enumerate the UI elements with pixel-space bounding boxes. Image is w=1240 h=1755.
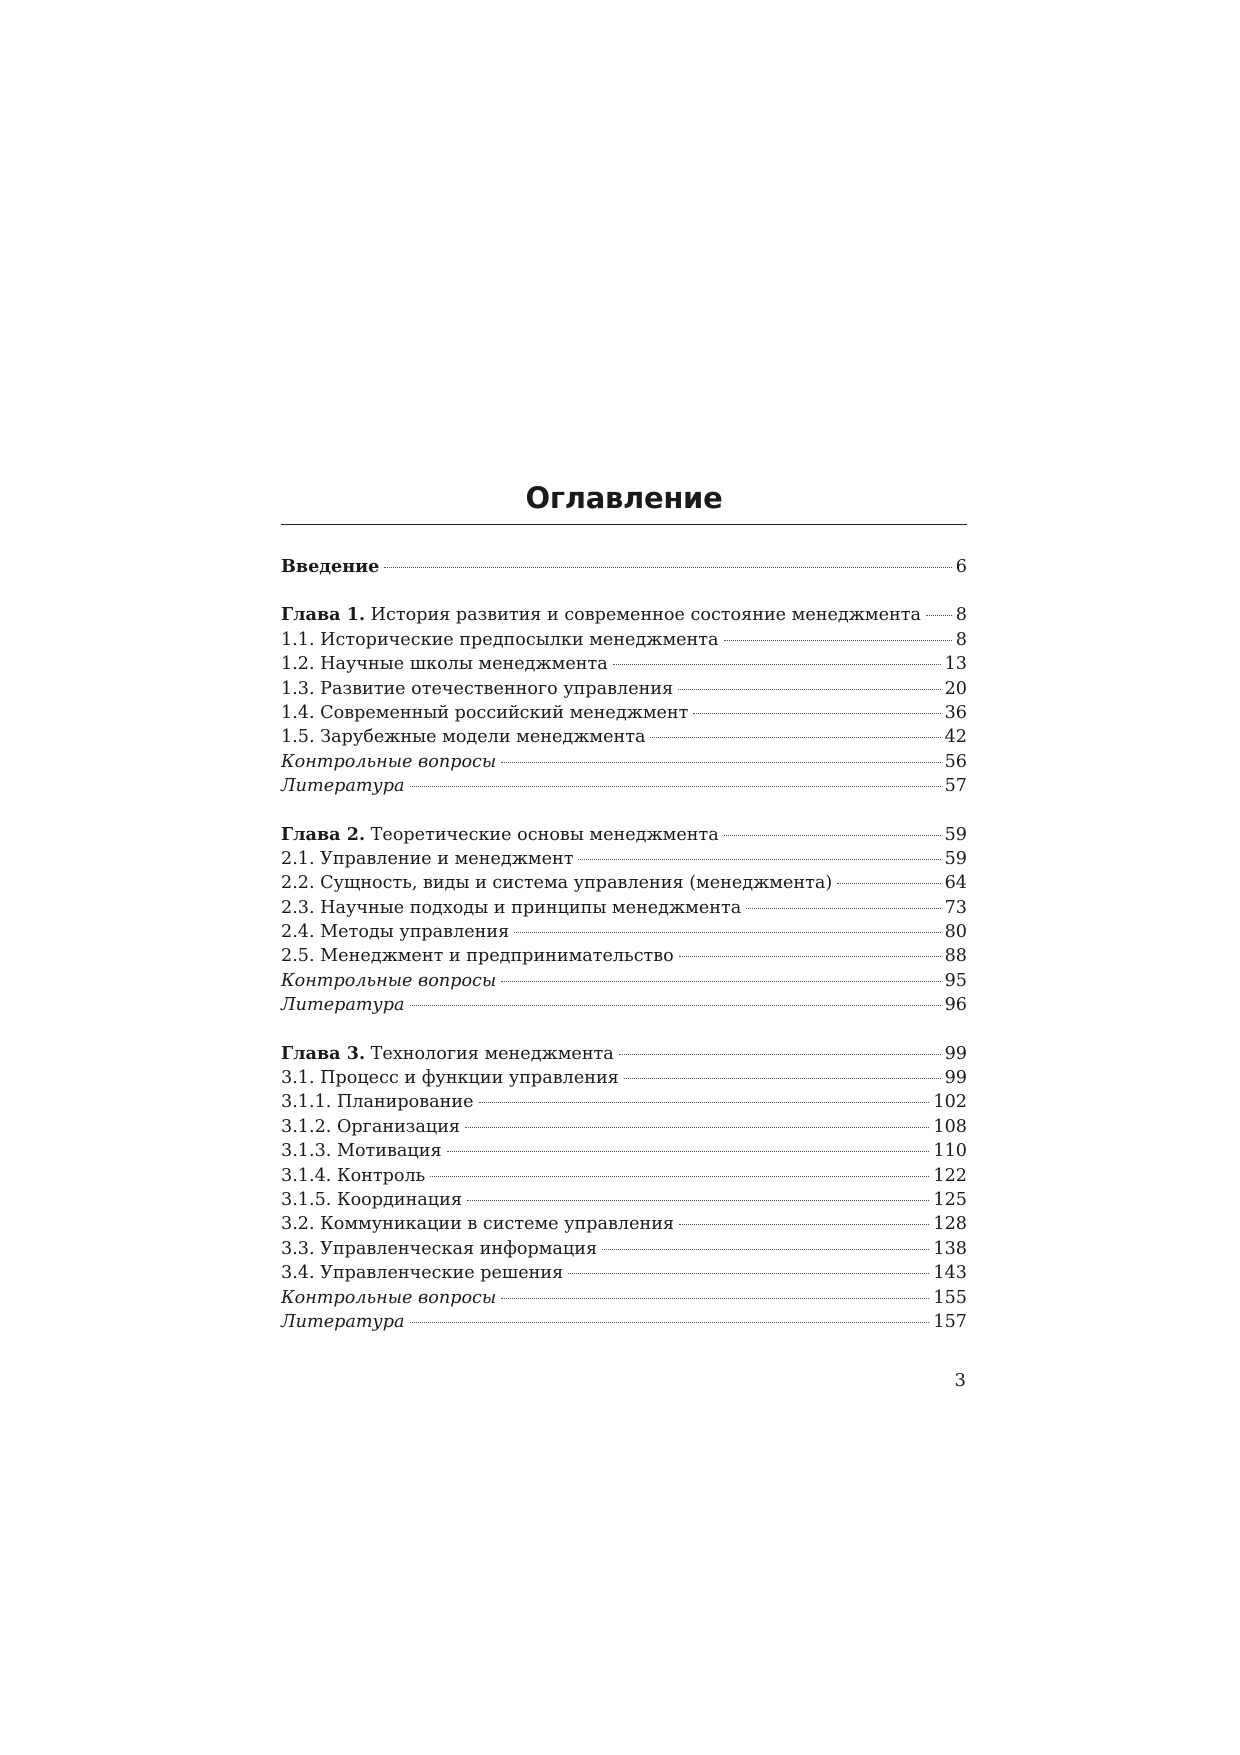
toc-entry-page: 42: [944, 727, 967, 748]
toc-entry-text: 1.1. Исторические предпосылки менеджмента: [281, 629, 719, 650]
toc-entry-text: Контрольные вопросы: [281, 751, 497, 772]
toc-entry[interactable]: [281, 1212, 967, 1236]
toc-entry-page: 8: [955, 629, 967, 650]
toc-entry-page: 13: [944, 654, 967, 675]
toc-entry-page: 102: [933, 1092, 967, 1113]
toc-entry-text: Литература: [281, 995, 405, 1016]
toc-entry-page: 122: [933, 1165, 967, 1186]
dot-leader: [479, 1101, 930, 1103]
toc-entry[interactable]: [281, 871, 967, 895]
toc-entry-title: [281, 1164, 425, 1188]
toc-entry-text: 2.1. Управление и менеджмент: [281, 848, 574, 869]
dot-leader: [624, 1077, 941, 1079]
toc-entry-page: 80: [944, 922, 967, 943]
toc-entry[interactable]: [281, 1286, 967, 1310]
dot-leader: [578, 858, 940, 860]
toc-entry-prefix: Введение: [281, 556, 380, 577]
toc-entry-title: [281, 920, 509, 944]
toc-entry-title: [281, 1090, 474, 1114]
dot-leader: [602, 1248, 929, 1250]
toc-entry-text: 3.1.2. Организация: [281, 1116, 461, 1137]
toc-entry-text: Контрольные вопросы: [281, 1287, 497, 1308]
dot-leader: [514, 931, 940, 933]
dot-leader: [926, 614, 952, 616]
toc-entry[interactable]: [281, 823, 967, 847]
toc-entry-text: История развития и современное состояние менеджмента: [365, 605, 921, 626]
dot-leader: [501, 1297, 929, 1299]
toc-entry-prefix: Глава 1.: [281, 604, 366, 626]
toc-entry-text: Литература: [281, 776, 405, 797]
dot-leader: [679, 1223, 929, 1225]
toc-entry-page: 59: [944, 824, 967, 845]
toc-entry-text: 3.3. Управленческая информация: [281, 1238, 598, 1259]
toc-entry-page: 108: [933, 1116, 967, 1137]
toc-group: [281, 603, 967, 798]
toc-entry[interactable]: [281, 1261, 967, 1285]
toc-entry-title: [281, 969, 496, 993]
toc-entry-title: [281, 1310, 405, 1334]
toc-entry-text: Технология менеджмента: [365, 1043, 614, 1064]
toc-entry-prefix: Глава 2.: [281, 823, 366, 845]
toc-entry-title: [281, 1286, 496, 1310]
toc-entry[interactable]: [281, 652, 967, 676]
toc-entry[interactable]: [281, 603, 967, 627]
dot-leader: [384, 566, 951, 568]
toc-entry-title: [281, 896, 741, 920]
toc-entry-title: [281, 652, 608, 676]
toc-entry-title: [281, 774, 405, 798]
toc-entry-page: 88: [944, 946, 967, 967]
dot-leader: [447, 1150, 930, 1152]
page-content: [281, 478, 967, 1358]
toc-entry[interactable]: [281, 993, 967, 1017]
toc-entry-title: [281, 1115, 460, 1139]
toc-entry-title: [281, 1212, 674, 1236]
toc-entry-page: 125: [933, 1189, 967, 1210]
toc-entry-page: 8: [955, 605, 967, 626]
toc-entry-text: 1.5. Зарубежные модели менеджмента: [281, 727, 646, 748]
toc-entry-text: 3.1.5. Координация: [281, 1189, 462, 1210]
toc-entry-page: 128: [933, 1214, 967, 1235]
dot-leader: [410, 1321, 930, 1323]
toc-entry-page: 20: [944, 678, 967, 699]
toc-entry-title: [281, 725, 645, 749]
toc-entry[interactable]: [281, 1090, 967, 1114]
toc-group: [281, 823, 967, 1018]
toc-entry-page: 99: [944, 1068, 967, 1089]
dot-leader: [693, 712, 940, 714]
toc-entry-title: [281, 847, 573, 871]
toc-entry-title: [281, 823, 719, 847]
dot-leader: [613, 663, 941, 665]
toc-entry-page: 138: [933, 1238, 967, 1259]
toc-entry[interactable]: [281, 1188, 967, 1212]
dot-leader: [465, 1126, 929, 1128]
toc-entry[interactable]: [281, 1042, 967, 1066]
toc-entry[interactable]: [281, 944, 967, 968]
toc-entry-text: 3.2. Коммуникации в системе управления: [281, 1214, 675, 1235]
toc-entry-title: [281, 1139, 442, 1163]
toc-entry-title: [281, 1237, 597, 1261]
toc-entry-page: 59: [944, 848, 967, 869]
toc-entry-text: 2.5. Менеджмент и предпринимательство: [281, 946, 674, 967]
dot-leader: [746, 907, 940, 909]
page-number: 3: [954, 1370, 966, 1391]
toc-entry-text: 3.4. Управленческие решения: [281, 1263, 564, 1284]
toc-entry-page: 6: [955, 557, 967, 577]
toc-entry[interactable]: [281, 1237, 967, 1261]
toc-entry-page: 157: [933, 1311, 967, 1332]
dot-leader: [410, 785, 941, 787]
toc-entry-title: [281, 628, 719, 652]
toc-entry-title: [281, 1188, 462, 1212]
dot-leader: [650, 736, 940, 738]
dot-leader: [467, 1199, 929, 1201]
toc-entry[interactable]: [281, 677, 967, 701]
toc-entry-text: 2.2. Сущность, виды и система управления (менеджмента): [281, 873, 833, 894]
toc-entry-text: 2.3. Научные подходы и принципы менеджмента: [281, 897, 742, 918]
toc-entry-page: 155: [933, 1287, 967, 1308]
toc-entry[interactable]: [281, 555, 967, 579]
dot-leader: [501, 980, 940, 982]
toc-entry-text: Контрольные вопросы: [281, 970, 497, 991]
page-title: Оглавление: [525, 481, 723, 515]
toc-entry-title: [281, 871, 832, 895]
toc-entry[interactable]: [281, 969, 967, 993]
toc-entry-title: [281, 603, 921, 627]
title-divider: [281, 524, 967, 525]
dot-leader: [724, 639, 952, 641]
toc-entry-text: 3.1.3. Мотивация: [281, 1141, 442, 1162]
toc-entry-page: 96: [944, 995, 967, 1016]
dot-leader: [430, 1175, 929, 1177]
toc-entry[interactable]: [281, 920, 967, 944]
toc-entry-title: [281, 1066, 619, 1090]
toc-entry-title: [281, 993, 405, 1017]
dot-leader: [501, 761, 940, 763]
toc-entry-page: 36: [944, 702, 967, 723]
toc-entry[interactable]: [281, 896, 967, 920]
toc-entry-text: 3.1. Процесс и функции управления: [281, 1068, 619, 1089]
toc-entry-text: 2.4. Методы управления: [281, 922, 510, 943]
toc-entry-text: Теоретические основы менеджмента: [365, 824, 719, 845]
toc-entry-text: 1.4. Современный российский менеджмент: [281, 702, 689, 723]
toc-entry[interactable]: [281, 628, 967, 652]
toc-entry-text: 1.2. Научные школы менеджмента: [281, 654, 608, 675]
dot-leader: [837, 882, 940, 884]
toc-entry-title: [281, 750, 496, 774]
toc-entry-title: [281, 1042, 614, 1066]
dot-leader: [678, 688, 940, 690]
toc-group: [281, 555, 967, 579]
dot-leader: [619, 1053, 941, 1055]
table-of-contents: [281, 555, 967, 1334]
toc-entry-page: 56: [944, 751, 967, 772]
dot-leader: [410, 1004, 941, 1006]
dot-leader: [679, 955, 941, 957]
toc-entry-title: [281, 701, 688, 725]
toc-entry-page: 99: [944, 1043, 967, 1064]
toc-entry-title: [281, 944, 674, 968]
toc-entry-page: 95: [944, 970, 967, 991]
toc-entry[interactable]: [281, 750, 967, 774]
toc-entry[interactable]: [281, 725, 967, 749]
toc-entry[interactable]: [281, 1066, 967, 1090]
toc-entry[interactable]: [281, 847, 967, 871]
toc-entry-title: [281, 555, 379, 579]
toc-entry-text: 3.1.1. Планирование: [281, 1092, 474, 1113]
toc-entry[interactable]: [281, 701, 967, 725]
toc-entry[interactable]: [281, 1310, 967, 1334]
toc-entry[interactable]: [281, 1115, 967, 1139]
toc-entry[interactable]: [281, 1139, 967, 1163]
dot-leader: [724, 834, 941, 836]
toc-entry-page: 110: [933, 1141, 967, 1162]
dot-leader: [568, 1272, 929, 1274]
toc-entry-prefix: Глава 3.: [281, 1042, 366, 1064]
toc-group: [281, 1042, 967, 1335]
toc-entry-page: 143: [933, 1263, 967, 1284]
toc-entry-page: 64: [944, 873, 967, 894]
toc-entry-text: Литература: [281, 1311, 405, 1332]
toc-entry-text: 3.1.4. Контроль: [281, 1165, 426, 1186]
toc-entry-page: 57: [944, 776, 967, 797]
toc-entry[interactable]: [281, 1164, 967, 1188]
toc-entry[interactable]: [281, 774, 967, 798]
toc-entry-title: [281, 1261, 563, 1285]
toc-entry-title: [281, 677, 673, 701]
toc-entry-text: 1.3. Развитие отечественного управления: [281, 678, 674, 699]
toc-entry-page: 73: [944, 897, 967, 918]
